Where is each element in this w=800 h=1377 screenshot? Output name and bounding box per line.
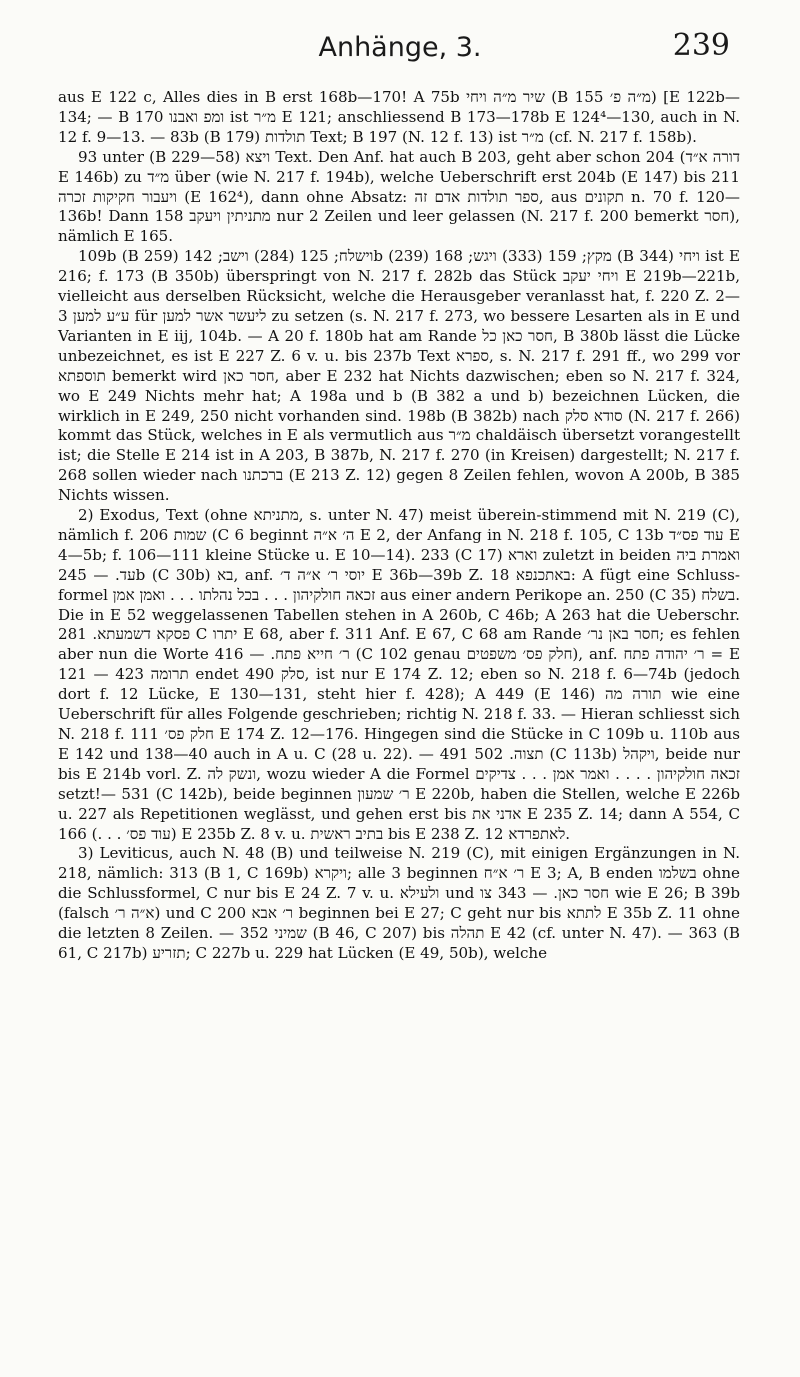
page-header [70,24,730,74]
paragraph-genesis-93: 93 unter (B 229—58) ויצא Text. Den Anf. hat auch B 203, geht aber schon 204 (דורה א״ד E 146b) zu מ״ד über (wie N. 217 f. 194b), welche Ueberschrift erst 204b (E 147) bis 211 ויעבור חקיקות זכרה (E 162⁴), dann ohne Absatz: ספר תולדות אדם זה, aus תקונים n. 70 f. 120—136b! Dann 158 מתניתין ויעקב nur 2 Zeilen und leer gelassen (N. 217 f. 200 bemerkt חסר), nämlich E 165. [58,147,740,246]
running-title: Anhänge, 3. [318,32,482,63]
paragraph-continuation: aus E 122 c, Alles dies in B erst 168b—170! A 75b שיר מ״ה ויחי (B 155 מ״ה פ׳) [E 122b—134; — B 170 ומפ ואבנו ist מ״ר E 121; anschliessend B 173—178b E 124⁴—130, auch in N. 12 f. 9—13. — 83b (B 179) תולדות Text; B 197 (N. 12 f. 13) ist מ״ר (cf. N. 217 f. 158b). [58,88,741,146]
paragraph-leviticus: 3) Leviticus, auch N. 48 (B) und teilweise N. 219 (C), mit einigen Ergänzungen in N. 218, nämlich: 313 (B 1, C 169b) ויקרא; alle 3 beginnen ר׳ א״ח E 3; A, B enden בשלמו ohne die Schlussformel, C nur bis E 24 Z. 7 v. u. ולעילא und חסר כאן. — 343 צו wie E 26; B 39b (falsch א״ה ר׳) und C 200 ר׳ אבא beginnen bei E 27; C geht nur bis לתתא E 35b Z. 11 ohne die letzten 8 Zeilen. — 352 שמיני (B 46, C 207) bis תהלה E 42 (cf. unter N. 47). — 363 (B 61, C 217b) תזריע; C 227b u. 229 hat Lücken (E 49, 50b), welche [58,844,740,962]
page-body [58,88,740,1363]
page-number: 239 [672,28,730,63]
paragraph-genesis-109b: 109b (B 259) וישלח; 125 (284) וישב; 142b (239) מקץ; 159 (333) ויגש; 168 (B 344) ויחי ist E 216; f. 173 (B 350b) überspringt von N. 217 f. 282b das Stück ויחי יעקב E 219b—221b, vielleicht aus derselben Rücksicht, welche die Herausgeber veranlasst hat, f. 220 Z. 2—3 ע״ע למען für ליעשר אשר למען zu setzen (s. N. 217 f. 273, wo bessere Lesarten als in E und Varianten in E iij, 104b. — A 20 f. 180b hat am Rande חסר כאן כל, B 380b lässt die Lücke unbezeichnet, es ist E 227 Z. 6 v. u. bis 237b Text ספרא, s. N. 217 f. 291 ff., wo 299 vor תוספתא bemerkt wird חסר כאן, aber E 232 hat Nichts dazwischen; eben so N. 217 f. 324, wo E 249 Nichts mehr hat; A 198a und b (B 382 a und b) bezeichnen Lücken, die wirklich in E 249, 250 nicht vorhanden sind. 198b (B 382b) nach סודא סלק (N. 217 f. 266) kommt das Stück, welches in E als vermutlich aus מ״ר chaldäisch übersetzt vorangestellt ist; die Stelle E 214 ist in A 203, B 387b, N. 217 f. 270 (in Kreisen) dargestellt; N. 217 f. 268 sollen wieder nach ברכתנו (E 213 Z. 12) gegen 8 Zeilen fehlen, wovon A 200b, B 385 Nichts wissen. [58,247,741,505]
paragraph-exodus: 2) Exodus, Text (ohne מתניתא, s. unter N. 47) meist überein-stimmend mit N. 219 (C), nämlich f. 206 שמות (C 6 beginnt ה׳ א״ה E 2, der Anfang in N. 218 f. 105, C 13b עוד פס״ד E 4—5b; f. 106—111 kleine Stücke u. E 10—14). 233 (C 17) וארא zuletzt in beiden ואמרת ביה עד. — 245b (C 30b) בא, anf. יוסי ר׳ א״ה ד׳ E 36b—39b Z. 18 באתכנפא: A fügt eine Schluss-formel זכאה חולקיהון . . . בכל נהלתו . . . ואמן אמן aus einer andern Perikope an. 250 (C 35) בשלח. Die in E 52 weggelassenen Tabellen stehen in A 260b, C 46b; A 263 hat die Ueberschr. פסקא דשמעתא. 281 C יתרו E 68, aber f. 311 Anf. E 67, C 68 am Rande חסר באן נר׳; es fehlen aber nun die Worte ר׳ חייא פתח. — 416 (C 102 genau חלק פס׳ משפטים), anf. ר׳ יהודה פתח = E 121 — 423 תרומה endet 490 סלק, ist nur E 174 Z. 12; eben so N. 218 f. 6—74b (jedoch dort f. 12 Lücke, E 130—131, steht hier f. 428); A 449 (E 146) תורה מה wie eine Ueberschrift für alles Folgende geschrieben; richtig N. 218 f. 33. — Hieran schliesst sich N. 218 f. 111 חלק פס׳ E 174 Z. 12—176. Hingegen sind die Stücke in C 109b u. 110b aus E 142 und 138—40 auch in A u. C (28 u. 22). — 491 תצוה. 502 (C 113b) ויקהל, beide nur bis E 214b vorl. Z. ונשק לה, wozu wieder A die Formel זכאה חולקיהון . . . . ואמר אמן . . . צדיקים setzt!— 531 (C 142b), beide beginnen ר׳ שמעון E 220b, haben die Stellen, welche E 226b u. 227 als Repetitionen weglässt, und gehen erst bis אדני את E 235 Z. 14; dann A 554, C 166 (. . . עוד פס׳) E 235b Z. 8 v. u. בתיב ראשית bis E 238 Z. 12 לאתפרדא. [58,506,741,843]
